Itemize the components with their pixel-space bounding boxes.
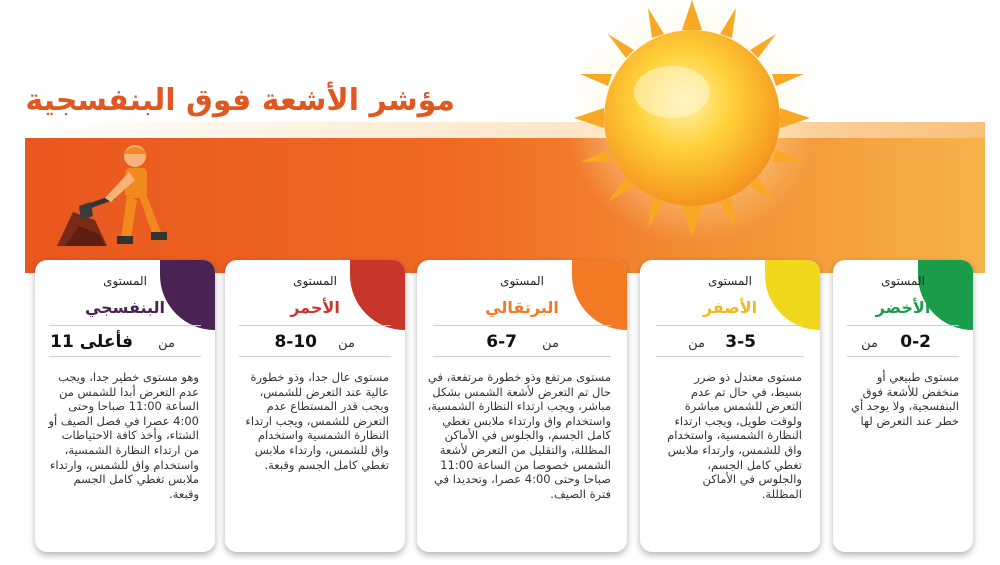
sun-illustration	[560, 0, 820, 250]
range-value: 0-2	[900, 332, 931, 352]
uv-card-red	[225, 260, 405, 552]
worker-illustration	[55, 142, 185, 252]
range-from-label: من	[861, 336, 878, 351]
level-description: مستوى مرتفع وذو خطورة مرتفعة، في حال تم التعرض لأشعة الشمس بشكل مباشر، ويجب ارتداء النظارة الشمسية، واستخدام واق وارتداء ملابس تغطي كامل الجسم، والجلوس في الأماكن المظللة، والتقليل من التعرض لأشعة الشمس خصوصا من الساعة 11:00 صباحا وحتى 4:00 عصرا، وتحديدا في فترة الصيف.	[427, 370, 611, 501]
uv-card-violet	[35, 260, 215, 552]
level-label: المستوى	[500, 274, 544, 288]
level-label: المستوى	[293, 274, 337, 288]
level-description: مستوى عال جدا، وذو خطورة عالية عند التعرض للشمس، ويجب قدر المستطاع عدم التعرض للشمس، ويجب ارتداء النظارة الشمسية واستخدام واق للشمس، وارتداء ملابس تغطي كامل الجسم وقبعة.	[245, 370, 389, 472]
level-description: مستوى طبيعي أو منخفض للأشعة فوق البنفسجية، ولا يوجد أي خطر عند التعرض لها	[850, 370, 959, 428]
range-value: 11 فأعلى	[50, 332, 133, 352]
level-name: الأخضر	[875, 298, 931, 317]
level-description: وهو مستوى خطير جدا، ويجب عدم التعرض أبدا للشمس من الساعة 11:00 صباحا وحتى 4:00 عصرا في فصل الصيف أو الشتاء، وأخذ كافة الاحتياطات من ارتداء النظارة الشمسية، واستخدام واق للشمس، وارتداء ملابس تغطي كامل الجسم وقبعة.	[48, 370, 199, 501]
divider	[239, 325, 391, 326]
range-from-label: من	[542, 336, 559, 351]
level-label: المستوى	[708, 274, 752, 288]
divider	[49, 356, 201, 357]
divider	[433, 325, 611, 326]
range-value: 8-10	[274, 332, 317, 352]
uv-card-yellow	[640, 260, 820, 552]
divider	[656, 356, 804, 357]
banner-fade	[25, 122, 985, 138]
uv-card-orange	[417, 260, 627, 552]
range-value: 6-7	[486, 332, 517, 352]
card-corner-violet	[160, 260, 215, 330]
level-label: المستوى	[881, 274, 925, 288]
card-corner-red	[350, 260, 405, 330]
range-from-label: من	[158, 336, 175, 351]
level-name: البرتقالي	[485, 298, 559, 317]
range-from-label: من	[338, 336, 355, 351]
range-value: 3-5	[725, 332, 756, 352]
card-corner-yellow	[765, 260, 820, 330]
divider	[847, 356, 959, 357]
page-title: مؤشر الأشعة فوق البنفسجية	[25, 83, 455, 118]
card-corner-orange	[572, 260, 627, 330]
divider	[49, 325, 201, 326]
divider	[847, 325, 959, 326]
divider	[656, 325, 804, 326]
level-label: المستوى	[103, 274, 147, 288]
level-name: الأصفر	[702, 298, 758, 317]
level-description: مستوى معتدل ذو ضرر بسيط، في حال تم عدم التعرض للشمس مباشرة ولوقت طويل، ويجب ارتداء النظارة الشمسية، واستخدام واق للشمس، وارتداء ملابس تغطي كامل الجسم، والجلوس في الأماكن المظللة.	[667, 370, 802, 501]
card-corner-green	[918, 260, 973, 330]
divider	[433, 356, 611, 357]
uv-card-green	[833, 260, 973, 552]
range-from-label: من	[688, 336, 705, 351]
level-name: البنفسجي	[84, 298, 166, 317]
divider	[239, 356, 391, 357]
level-name: الأحمر	[290, 298, 340, 317]
